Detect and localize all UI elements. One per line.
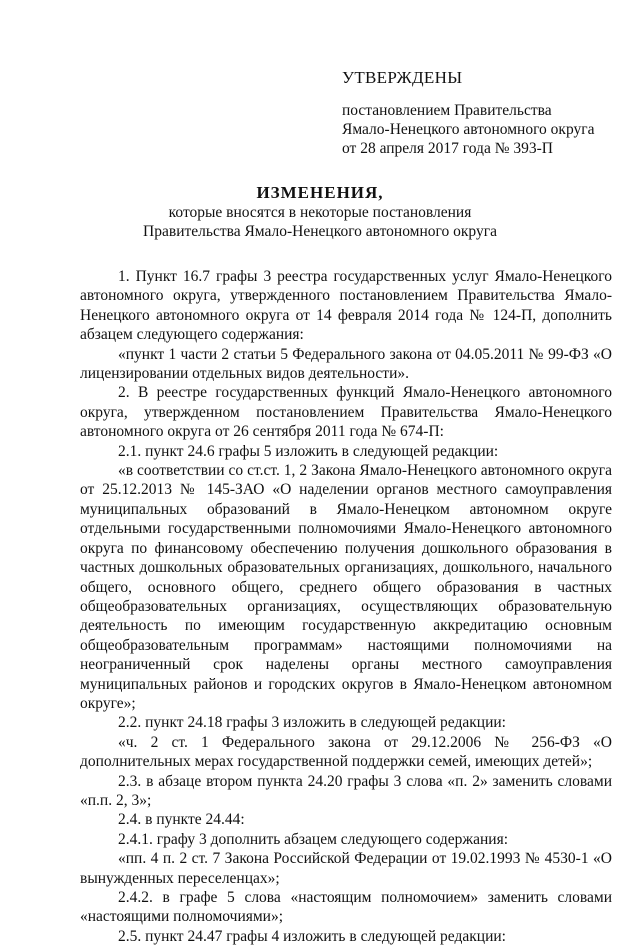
paragraph-2: 2. В реестре государственных функций Ямало-Ненецкого автономного округа, утвержденном постановлением Правительства Ямало-Ненецкого автономного округа от 26 сентября 2011 года № 674-П:	[80, 384, 612, 441]
paragraph-quote-2-1: «в соответствии со ст.ст. 1, 2 Закона Ямало-Ненецкого автономного округа от 25.12.2013 № 145-ЗАО «О наделении органов местного самоуправления муниципальных образований в Ямало-Ненецком автономном округе отдельными государственными полномочиями Ямало-Ненецкого автономного округа по финансовому обеспечению получения дошкольного образования в частных дошкольных образовательных организациях, дошкольного, начального общего, основного общего, среднего общего образования в частных общеобразовательных организациях, осуществляющих образовательную деятельность по имеющим государственную аккредитацию основным общеобразовательным программам» настоящими полномочиями на неограниченный срок наделены органы местного самоуправления муниципальных районов и городских округов в Ямало-Ненецком автономном округе»;	[80, 462, 612, 712]
paragraph-2-4-2: 2.4.2. в графе 5 слова «настоящим полномочием» заменить словами «настоящими полномочиями»;	[80, 889, 612, 926]
changes-heading	[60, 183, 580, 241]
changes-subtitle: Правительства Ямало-Ненецкого автономного округа	[143, 223, 497, 240]
changes-title: ИЗМЕНЕНИЯ,	[256, 183, 384, 202]
paragraph-2-3: 2.3. в абзаце втором пункта 24.20 графы 3 слова «п. 2» заменить словами «п.п. 2, 3»;	[80, 772, 612, 809]
approval-line: от 28 апреля 2017 года № 393-П	[342, 140, 553, 157]
paragraph-2-2: 2.2. пункт 24.18 графы 3 изложить в следующей редакции:	[118, 714, 506, 732]
paragraph-2-4: 2.4. в пункте 24.44:	[118, 811, 245, 829]
document-body	[80, 267, 612, 946]
approval-block	[342, 68, 632, 158]
paragraph-quote-1: «пункт 1 части 2 статьи 5 Федерального закона от 04.05.2011 № 99-ФЗ «О лицензировании отдельных видов деятельности».	[80, 345, 612, 383]
paragraph-2-1: 2.1. пункт 24.6 графы 5 изложить в следующей редакции:	[118, 442, 499, 460]
paragraph-2-4-1: 2.4.1. графу 3 дополнить абзацем следующего содержания:	[118, 830, 509, 848]
approval-line: Ямало-Ненецкого автономного округа	[342, 121, 595, 138]
approval-heading: УТВЕРЖДЕНЫ	[342, 68, 463, 87]
paragraph-2-5: 2.5. пункт 24.47 графы 4 изложить в следующей редакции:	[118, 927, 506, 945]
paragraph-quote-2-4-1: «пп. 4 п. 2 ст. 7 Закона Российской Федерации от 19.02.1993 № 4530-1 «О вынужденных переселенцах»;	[80, 850, 612, 887]
approval-line: постановлением Правительства	[342, 102, 552, 119]
paragraph-quote-2-2: «ч. 2 ст. 1 Федерального закона от 29.12.2006 № 256-ФЗ «О дополнительных мерах государственной поддержки семей, имеющих детей»;	[80, 733, 612, 771]
changes-subtitle: которые вносятся в некоторые постановления	[168, 204, 472, 221]
paragraph-1: 1. Пункт 16.7 графы 3 реестра государственных услуг Ямало-Ненецкого автономного округа, утвержденного постановлением Правительства Ямало-Ненецкого автономного округа от 14 февраля 2014 года № 124-П, дополнить абзацем следующего содержания:	[80, 268, 612, 344]
